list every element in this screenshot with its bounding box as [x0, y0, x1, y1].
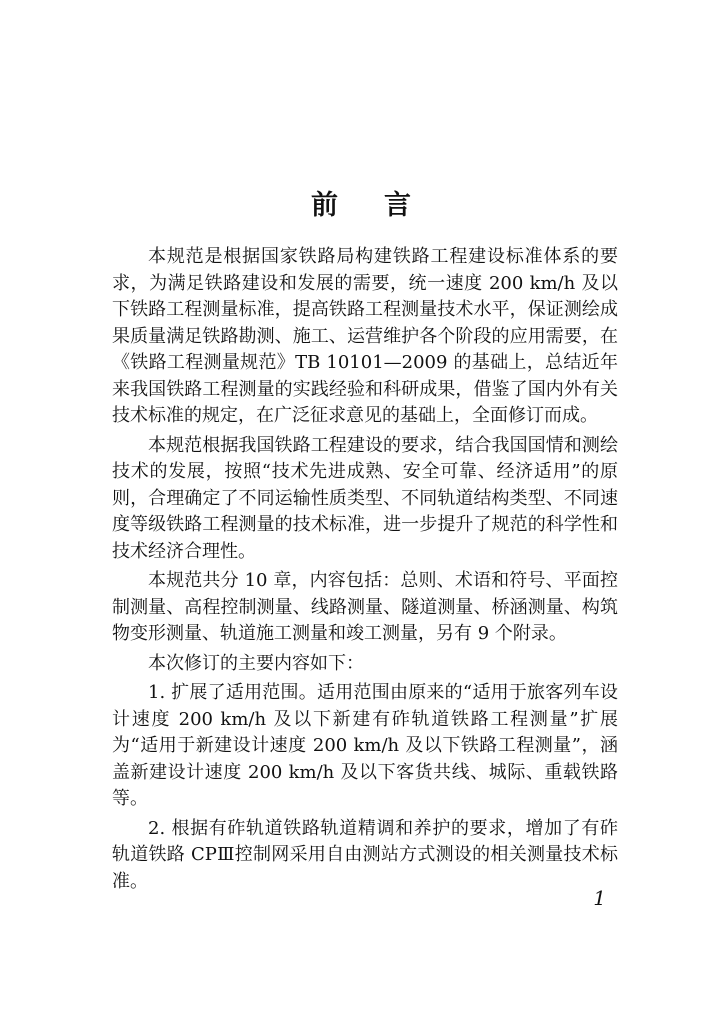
paragraph-3: 本规范共分 10 章，内容包括：总则、术语和符号、平面控制测量、高程控制测量、线路测量、隧道测量、桥涵测量、构筑物变形测量、轨道施工测量和竣工测量，另有 9 个附录。: [112, 570, 618, 644]
paragraph-6: 2. 根据有砟轨道铁路轨道精调和养护的要求，增加了有砟轨道铁路 CPⅢ控制网采用自由测站方式测设的相关测量技术标准。: [112, 817, 618, 892]
title-char-1: 前: [311, 190, 340, 221]
page-number: 1: [593, 886, 606, 910]
paragraph-1: 本规范是根据国家铁路局构建铁路工程建设标准体系的要求，为满足铁路建设和发展的需要，统一速度 200 km/h 及以下铁路工程测量标准，提高铁路工程测量技术水平，保证测绘成果质量满足铁路勘测、施工、运营维护各个阶段的应用需要，在《铁路工程测量规范》TB 10101—2009 的基础上，总结近年来我国铁路工程测量的实践经验和科研成果，借鉴了国内外有关技术标准的规定，在广泛征求意见的基础上，全面修订而成。: [112, 246, 618, 426]
page-title: [0, 183, 724, 222]
preface-body: [112, 244, 618, 898]
paragraph-5: 1. 扩展了适用范围。适用范围由原来的“适用于旅客列车设计速度 200 km/h 及以下新建有砟轨道铁路工程测量”扩展为“适用于新建设计速度 200 km/h 及以下铁路工程测量”，涵盖新建设计速度 200 km/h 及以下客货共线、城际、重载铁路等。: [112, 682, 618, 809]
paragraph-4: 本次修订的主要内容如下：: [148, 652, 364, 674]
title-char-2: 言: [384, 190, 413, 221]
paragraph-2: 本规范根据我国铁路工程建设的要求，结合我国国情和测绘技术的发展，按照“技术先进成熟、安全可靠、经济适用”的原则，合理确定了不同运输性质类型、不同轨道结构类型、不同速度等级铁路工程测量的技术标准，进一步提升了规范的科学性和技术经济合理性。: [112, 434, 618, 562]
